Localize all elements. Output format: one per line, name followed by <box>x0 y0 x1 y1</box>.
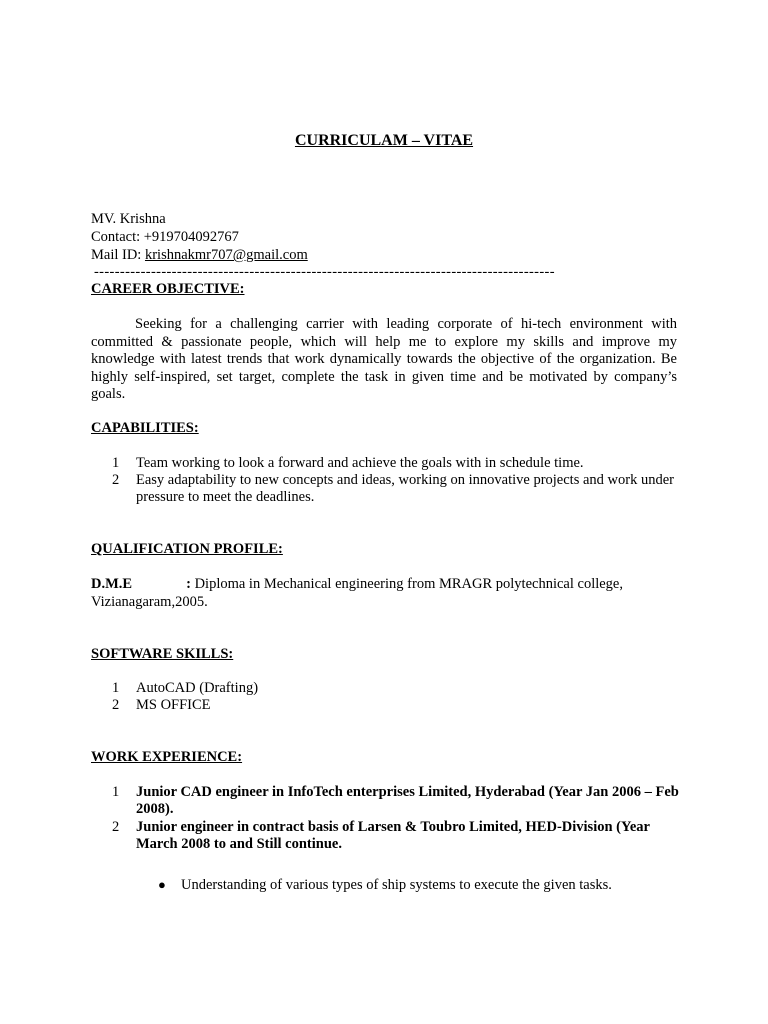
degree-description: Diploma in Mechanical engineering from MRAGR polytechnical college, <box>194 576 623 592</box>
list-number: 2 <box>112 819 120 835</box>
list-number: 1 <box>112 455 120 471</box>
divider-line: ----------------------------------------------------------------------------------------- <box>94 264 555 280</box>
qualification-location: Vizianagaram,2005. <box>91 594 208 610</box>
candidate-name: MV. Krishna <box>91 211 166 227</box>
software-skills-heading: SOFTWARE SKILLS: <box>91 646 234 662</box>
list-number: 2 <box>112 472 120 488</box>
bullet-text: Understanding of various types of ship systems to execute the given tasks. <box>181 877 612 893</box>
list-item <box>112 455 682 472</box>
career-objective-paragraph <box>91 316 677 404</box>
list-item <box>112 819 682 853</box>
list-text: Junior CAD engineer in InfoTech enterprises Limited, Hyderabad (Year Jan 2006 – Feb 2008). <box>136 784 679 817</box>
career-objective-text: Seeking for a challenging carrier with leading corporate of hi-tech environment with committed & passionate people, which will help me to explore my skills and improve my knowledge with latest trends that work dynamically towards the objective of the organization. Be highly self-inspired, set target, complete the task in given time and be motivated by company’s goals. <box>91 316 677 402</box>
list-text: Junior engineer in contract basis of Larsen & Toubro Limited, HED-Division (Year March 2008 to and Still continue. <box>136 819 650 852</box>
qualification-line <box>91 576 623 593</box>
list-number: 1 <box>112 784 120 800</box>
qualification-heading: QUALIFICATION PROFILE: <box>91 541 283 557</box>
list-item <box>112 680 682 697</box>
list-item <box>112 784 682 818</box>
list-text: Team working to look a forward and achieve the goals with in schedule time. <box>136 455 584 471</box>
bullet-icon: ● <box>158 877 166 892</box>
list-number: 1 <box>112 680 120 696</box>
degree-name: D.M.E <box>91 576 133 592</box>
list-item <box>112 697 682 714</box>
list-item <box>112 472 682 506</box>
career-objective-heading: CAREER OBJECTIVE: <box>91 281 245 297</box>
contact-phone: Contact: +919704092767 <box>91 229 239 245</box>
contact-email-line <box>91 247 308 264</box>
list-text: AutoCAD (Drafting) <box>136 680 259 696</box>
work-experience-heading: WORK EXPERIENCE: <box>91 749 243 765</box>
list-text: Easy adaptability to new concepts and ideas, working on innovative projects and work under pressure to meet the deadlines. <box>136 472 674 505</box>
document-title: CURRICULAM – VITAE <box>294 132 474 149</box>
degree-separator: : <box>186 576 191 592</box>
email-label: Mail ID: <box>91 247 145 263</box>
capabilities-heading: CAPABILITIES: <box>91 420 199 436</box>
email-link[interactable]: krishnakmr707@gmail.com <box>144 247 308 263</box>
bullet-item <box>158 876 612 894</box>
list-number: 2 <box>112 697 120 713</box>
list-text: MS OFFICE <box>136 697 211 713</box>
